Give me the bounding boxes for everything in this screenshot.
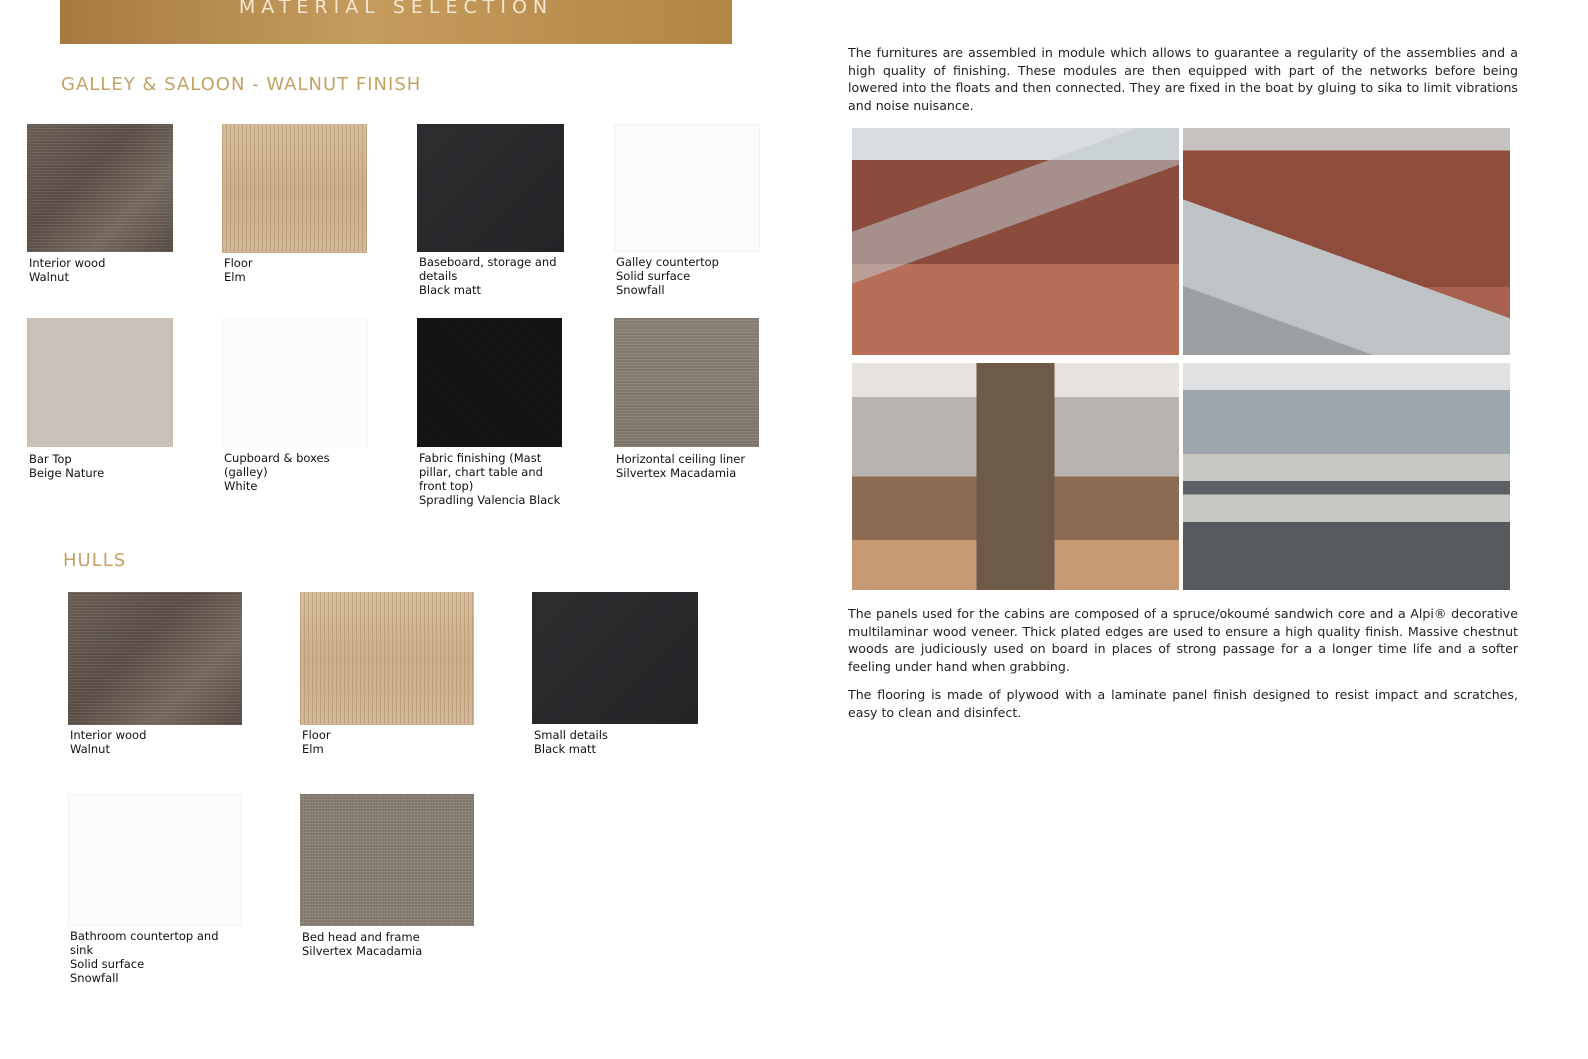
galley-section-title: GALLEY & SALOON - WALNUT FINISH (61, 74, 422, 95)
swatch-caption-line: Bar Top (29, 452, 72, 466)
photo-workshop-furniture-modules (852, 363, 1179, 590)
swatch-caption-line: front top) (419, 479, 474, 493)
swatch-caption-line: Spradling Valencia Black (419, 493, 561, 507)
swatch-caption-line: Elm (224, 270, 246, 284)
swatch-caption-line: Silvertex Macadamia (616, 466, 737, 480)
white-sample (222, 318, 368, 447)
elm-sample (300, 592, 474, 725)
swatch-caption-line: Snowfall (70, 971, 119, 985)
paragraph-flooring: The flooring is made of plywood with a laminate panel finish designed to resist impact and scratches, easy to clean and disinfect. (848, 687, 1518, 720)
valencia-black-sample (417, 318, 562, 447)
photo-hull-deck-construction (1183, 128, 1510, 355)
swatch-caption-line: Snowfall (616, 283, 665, 297)
section-banner (60, 0, 732, 44)
hulls-section-title: HULLS (63, 550, 127, 571)
swatch-caption-line: Floor (224, 256, 253, 270)
swatch-caption-line: Elm (302, 742, 324, 756)
walnut-sample (27, 124, 173, 252)
snowfall-sample (614, 124, 760, 252)
black-matt-sample (417, 124, 564, 252)
swatch-caption-line: Solid surface (70, 957, 145, 971)
macadamia-sample (614, 318, 759, 447)
photo-hull-interior-construction (852, 128, 1179, 355)
swatch-caption-line: Beige Nature (29, 466, 105, 480)
swatch-caption-line: Baseboard, storage and (419, 255, 557, 269)
swatch-caption-line: Horizontal ceiling liner (616, 452, 746, 466)
swatch-caption-line: White (224, 479, 258, 493)
swatch-caption-line: Silvertex Macadamia (302, 944, 423, 958)
swatch-caption-line: Solid surface (616, 269, 691, 283)
elm-sample (222, 124, 367, 253)
swatch-caption-line: pillar, chart table and (419, 465, 543, 479)
swatch-caption-line: Interior wood (29, 256, 106, 270)
banner-title: MATERIAL SELECTION (238, 0, 554, 18)
swatch-caption-line: (galley) (224, 465, 268, 479)
macadamia-sample (300, 794, 474, 926)
swatch-caption-line: Small details (534, 728, 608, 742)
swatch-caption-line: Walnut (29, 270, 69, 284)
swatch-caption-line: Fabric finishing (Mast (419, 451, 542, 465)
swatch-caption-line: Black matt (534, 742, 597, 756)
swatch-caption-line: Bed head and frame (302, 930, 420, 944)
black-matt-sample (532, 592, 698, 724)
photo-assembly-hall (1183, 363, 1510, 590)
swatch-caption-line: Floor (302, 728, 331, 742)
swatch-caption-line: sink (70, 943, 94, 957)
beige-nature-sample (27, 318, 173, 447)
paragraph-panels: The panels used for the cabins are composed of a spruce/okoumé sandwich core and a Alpi® decorative multilaminar wood veneer. Thick plated edges are used to ensure a high quality finish. Massive chestnut woods are judiciously used on board in places of strong passage for a a longer time life and a softer feeling under hand when grabbing. (848, 606, 1518, 674)
swatch-caption-line: details (419, 269, 458, 283)
swatch-caption-line: Cupboard & boxes (224, 451, 330, 465)
swatch-caption-line: Black matt (419, 283, 482, 297)
swatch-caption-line: Galley countertop (616, 255, 719, 269)
snowfall-sample (68, 794, 242, 926)
paragraph-modules: The furnitures are assembled in module which allows to guarantee a regularity of the assemblies and a high quality of finishing. These modules are then equipped with part of the networks before being lowered into the floats and then connected. They are fixed in the boat by gluing to sika to limit vibrations and noise nuisance. (848, 45, 1518, 113)
swatch-caption-line: Interior wood (70, 728, 147, 742)
swatch-caption-line: Bathroom countertop and (70, 929, 219, 943)
walnut-sample (68, 592, 242, 725)
swatch-caption-line: Walnut (70, 742, 110, 756)
